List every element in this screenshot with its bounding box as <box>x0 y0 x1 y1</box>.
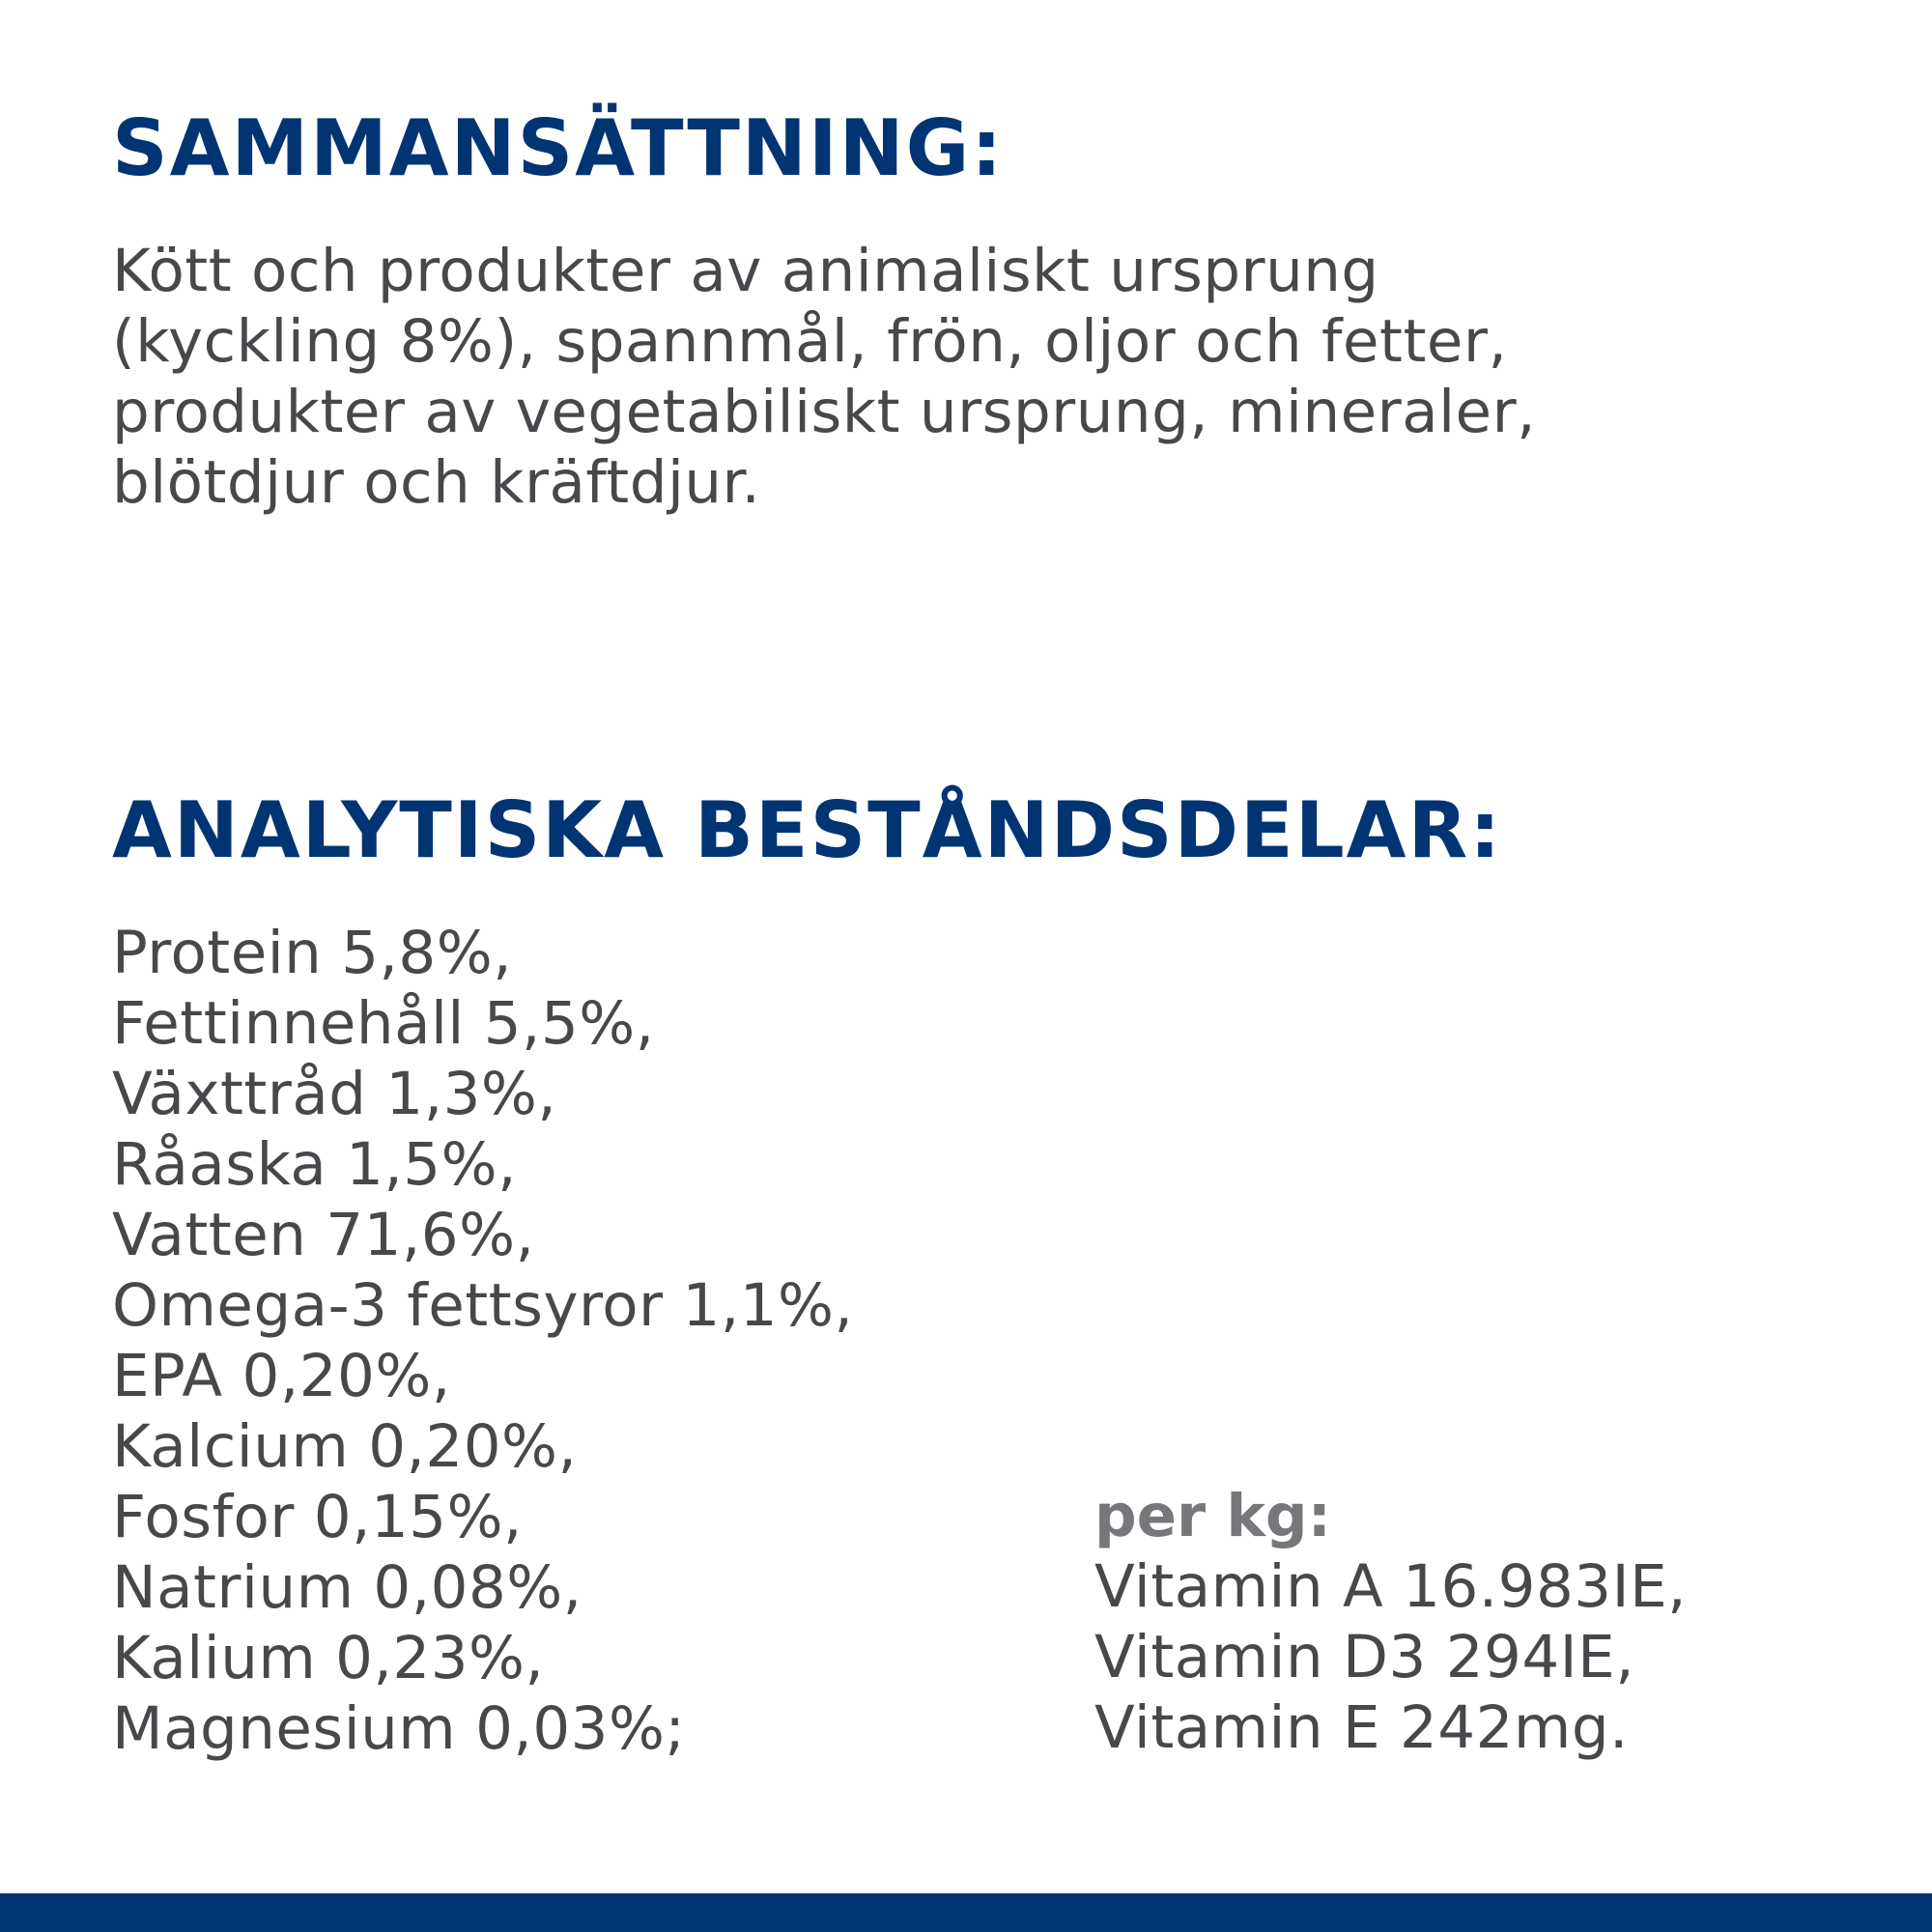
vitamin-item: Vitamin D3 294IE, <box>1094 1623 1635 1691</box>
constituent-item: EPA 0,20%, <box>112 1342 451 1410</box>
analytical-constituents-list <box>112 918 853 1764</box>
composition-line: blötdjur och kräftdjur. <box>112 448 761 517</box>
composition-text <box>112 236 1851 518</box>
composition-line: produkter av vegetabiliskt ursprung, mineraler, <box>112 378 1537 446</box>
constituent-item: Växttråd 1,3%, <box>112 1060 557 1128</box>
constituent-item: Natrium 0,08%, <box>112 1553 582 1622</box>
constituent-item: Magnesium 0,03%; <box>112 1694 686 1763</box>
constituent-item: Råaska 1,5%, <box>112 1130 517 1199</box>
analytical-constituents-heading: ANALYTISKA BESTÅNDSDELAR: <box>112 785 1503 875</box>
constituent-item: Fettinnehåll 5,5%, <box>112 989 655 1058</box>
constituent-item: Vatten 71,6%, <box>112 1201 535 1269</box>
constituent-item: Kalcium 0,20%, <box>112 1412 578 1481</box>
per-kg-label: per kg: <box>1094 1482 1331 1550</box>
composition-heading: SAMMANSÄTTNING: <box>112 103 1005 193</box>
composition-line: (kyckling 8%), spannmål, frön, oljor och fetter, <box>112 307 1508 376</box>
composition-line: Kött och produkter av animaliskt ursprung <box>112 237 1379 305</box>
vitamins-list <box>1094 1551 1687 1763</box>
constituent-item: Fosfor 0,15%, <box>112 1483 523 1551</box>
vitamin-item: Vitamin E 242mg. <box>1094 1693 1629 1762</box>
constituent-item: Protein 5,8%, <box>112 919 513 987</box>
footer-bar <box>0 1893 1932 1932</box>
constituent-item: Kalium 0,23%, <box>112 1624 545 1692</box>
vitamin-item: Vitamin A 16.983IE, <box>1094 1552 1688 1621</box>
constituent-item: Omega-3 fettsyror 1,1%, <box>112 1271 854 1340</box>
